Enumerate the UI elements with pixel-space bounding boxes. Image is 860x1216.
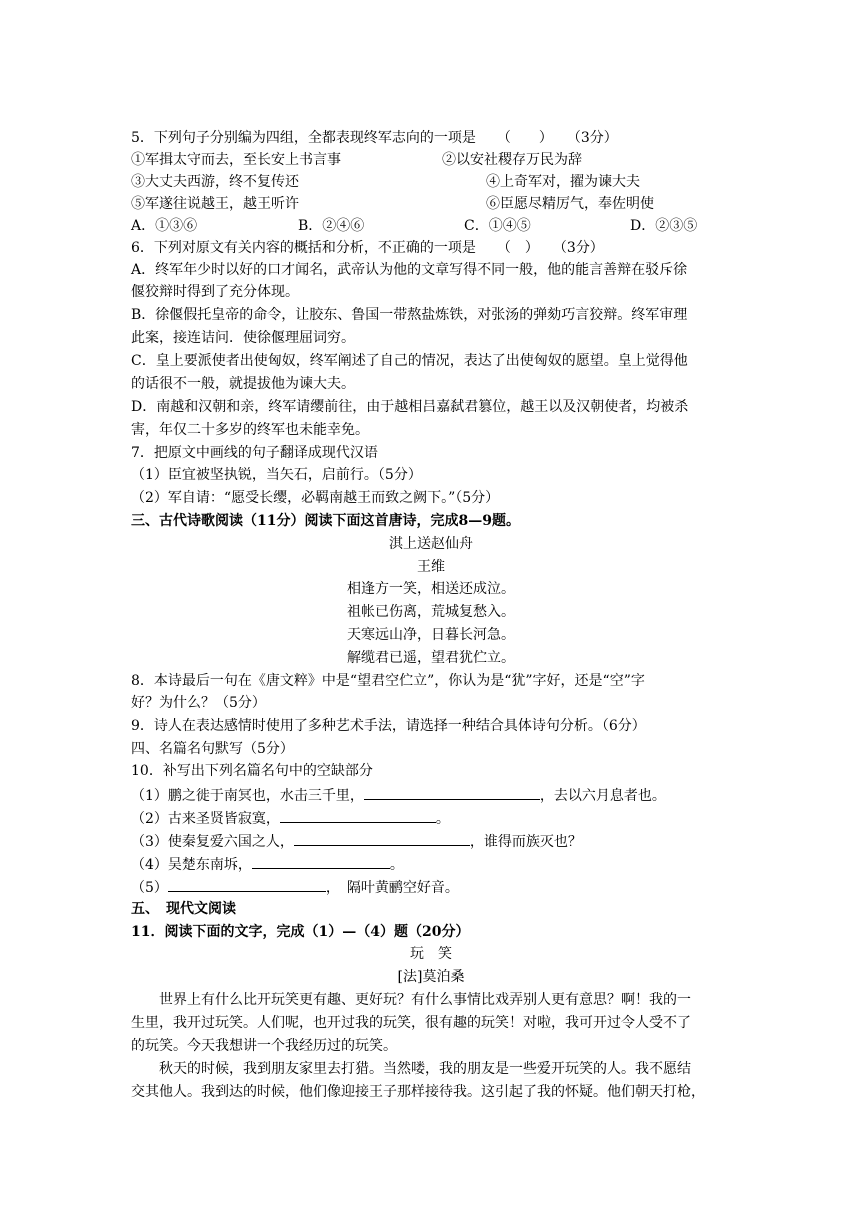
section-5-heading: 五、 现代文阅读 — [131, 901, 236, 917]
fill-blank-5[interactable] — [168, 875, 326, 892]
q5-stem: 5．下列句子分别编为四组，全都表现终军志向的一项是 （ ） （3分） — [131, 130, 618, 146]
q10-item-2-after: 。 — [435, 811, 450, 827]
q10-stem: 10．补写出下列名篇名句中的空缺部分 — [131, 763, 373, 779]
q10-item-1-before: （1）鹏之徙于南冥也，水击三千里， — [131, 788, 364, 804]
q7-stem: 7．把原文中画线的句子翻译成现代汉语 — [131, 445, 378, 461]
section-4-heading: 四、名篇名句默写（5分） — [131, 741, 294, 757]
poem-line-1: 相逢方一笑，相送还成泣。 — [347, 581, 515, 597]
q6-option-d-line1: D．南越和汉朝和亲，终军请缨前往，由于越相吕嘉弑君篡位，越王以及汉朝使者，均被杀 — [131, 399, 689, 415]
fill-blank-2[interactable] — [280, 806, 436, 823]
q6-stem: 6．下列对原文有关内容的概括和分析，不正确的一项是 （ ） （3分） — [131, 240, 604, 256]
q6-option-a-line1: A．终军年少时以好的口才闻名，武帝认为他的文章写得不同一般，他的能言善辩在驳斥徐 — [131, 262, 688, 278]
q5-item-4: ④上奇军对，擢为谏大夫 — [486, 174, 640, 190]
q5-item-1: ①军揖太守而去，至长安上书言事 — [131, 152, 341, 168]
story-p1-line-3: 的玩笑。今天我想讲一个我经历过的玩笑。 — [131, 1038, 397, 1054]
poem-line-4: 解缆君已遥，望君犹伫立。 — [347, 650, 515, 666]
q10-item-5-before: （5） — [131, 880, 168, 896]
poem-author: 王维 — [417, 559, 445, 575]
q5-option-b: B．②④⑥ — [298, 218, 365, 234]
story-author: [法]莫泊桑 — [397, 969, 465, 985]
q6-option-b-line1: B．徐偃假托皇帝的命令，让胶东、鲁国一带熬盐炼铁，对张汤的弹劾巧言狡辩。终军审理 — [131, 307, 688, 323]
q8-line-2: 好？为什么？（5分） — [131, 695, 266, 711]
story-p1-line-2: 生里，我开过玩笑。人们呢，也开过我的玩笑，很有趣的玩笑！对啦，我可开过令人受不了 — [131, 1015, 691, 1031]
story-p2-line-2: 交其他人。我到达的时候，他们像迎接王子那样接待我。这引起了我的怀疑。他们朝天打枪， — [131, 1084, 705, 1100]
poem-line-2: 祖帐已伤离，荒城复愁入。 — [347, 604, 515, 620]
q10-item-3 — [131, 829, 731, 853]
q7-sentence-2: （2）军自请：“愿受长缨，必羁南越王而致之阙下。”（5分） — [131, 490, 500, 506]
story-title: 玩 笑 — [410, 946, 452, 962]
q5-item-3: ③大丈夫西游，终不复传还 — [131, 174, 299, 190]
q10-item-2-before: （2）古来圣贤皆寂寞， — [131, 811, 280, 827]
q5-item-6: ⑥臣愿尽精厉气，奉佐明使 — [486, 196, 654, 212]
q6-option-d-line2: 害，年仅二十多岁的终军也未能幸免。 — [131, 422, 369, 438]
q5-item-5: ⑤军遂往说越王，越王听许 — [131, 196, 299, 212]
q6-option-c-line1: C．皇上要派使者出使匈奴，终军阐述了自己的情况，表达了出使匈奴的愿望。皇上觉得他 — [131, 353, 688, 369]
q10-item-4-after: 。 — [389, 857, 404, 873]
q7-sentence-1: （1）臣宜被坚执锐，当矢石，启前行。（5分） — [131, 467, 422, 483]
q5-option-c: C．①④⑤ — [464, 218, 531, 234]
q10-item-4-before: （4）吴楚东南坼， — [131, 857, 252, 873]
q5-item-2: ②以安社稷存万民为辞 — [442, 152, 582, 168]
q9: 9．诗人在表达感情时使用了多种艺术手法，请选择一种结合具体诗句分析。（6分） — [131, 718, 646, 734]
q10-item-5-after: ， 隔叶黄鹂空好音。 — [325, 880, 459, 896]
fill-blank-4[interactable] — [252, 852, 390, 869]
q10-item-2 — [131, 806, 731, 830]
poem-line-3: 天寒远山净，日暮长河急。 — [347, 627, 515, 643]
poem-title: 淇上送赵仙舟 — [389, 536, 473, 552]
story-p1-line-1: 世界上有什么比开玩笑更有趣、更好玩？有什么事情比戏弄别人更有意思？啊！我的一 — [159, 992, 691, 1008]
q10-item-4 — [131, 852, 731, 876]
fill-blank-1[interactable] — [364, 783, 540, 800]
q10-item-3-before: （3）使秦复爱六国之人， — [131, 834, 294, 850]
q5-option-d: D．②③⑤ — [630, 218, 698, 234]
q10-item-1 — [131, 783, 731, 807]
fill-blank-3[interactable] — [294, 829, 470, 846]
q6-option-b-line2: 此案，接连诘问．使徐偃理屈词穷。 — [131, 330, 355, 346]
q11-stem: 11．阅读下面的文字，完成（1）—（4）题（20分） — [131, 924, 470, 940]
q10-item-3-after: ，谁得而族灭也？ — [469, 834, 582, 850]
section-3-heading: 三、古代诗歌阅读（11分）阅读下面这首唐诗，完成8—9题。 — [131, 513, 520, 529]
q8-line-1: 8．本诗最后一句在《唐文粹》中是“望君空伫立”，你认为是“犹”字好，还是“空”字 — [131, 673, 645, 689]
story-p2-line-1: 秋天的时候，我到朋友家里去打猎。当然喽，我的朋友是一些爱开玩笑的人。我不愿结 — [159, 1061, 691, 1077]
q10-item-5 — [131, 875, 731, 899]
q6-option-a-line2: 偃狡辩时得到了充分体现。 — [131, 284, 299, 300]
q6-option-c-line2: 的话很不一般，就提拔他为谏大夫。 — [131, 376, 355, 392]
q5-option-a: A．①③⑥ — [131, 218, 198, 234]
q10-item-1-after: ，去以六月息者也。 — [539, 788, 666, 804]
